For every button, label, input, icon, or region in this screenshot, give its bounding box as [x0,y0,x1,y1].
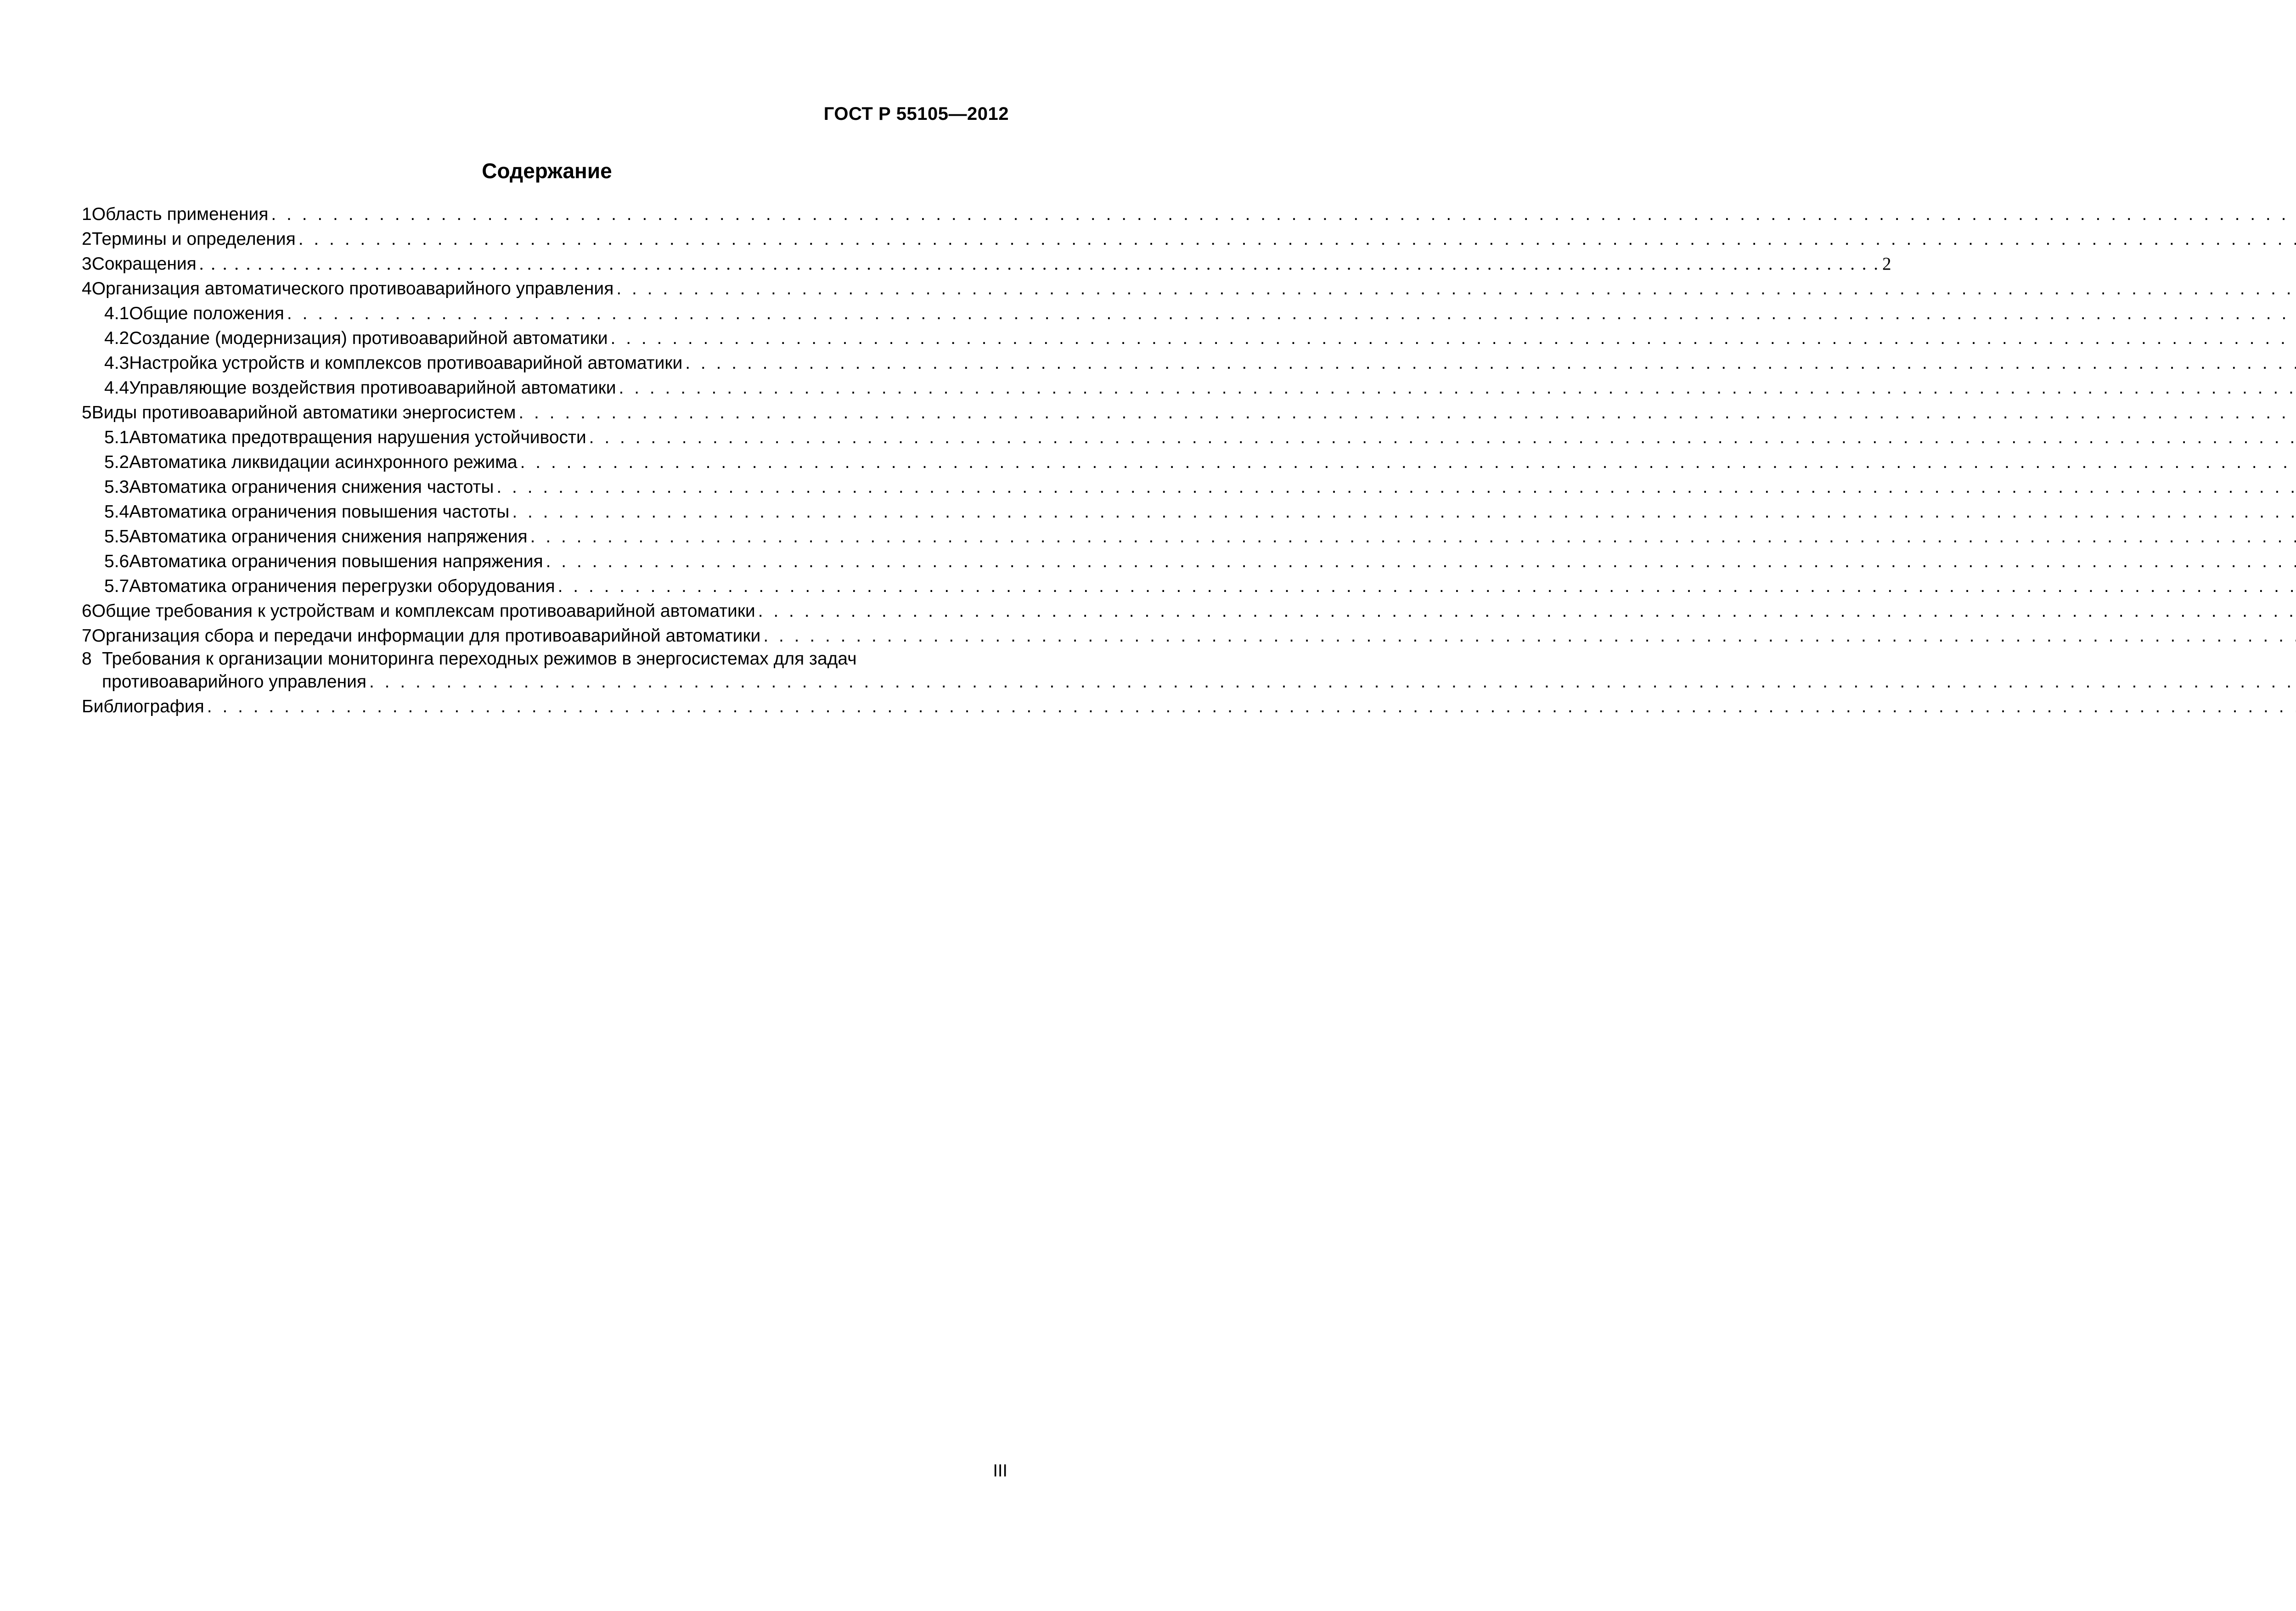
toc-entry-7[interactable] [82,624,1008,648]
toc-dot-leader [287,301,2296,326]
toc-entry-number: 5.2 [104,452,129,472]
toc-entry-number: 4.4 [104,378,129,398]
toc-entry-label: Создание (модернизация) противоаварийной автоматики [129,328,608,348]
toc-entry-5-6[interactable] [82,549,1008,574]
toc-dot-leader [589,425,2296,450]
toc-entry-1[interactable] [82,202,1008,227]
toc-entry-first-line [82,648,1008,670]
toc-entry-number: 4.1 [104,304,129,323]
toc-dot-leader [512,500,2296,524]
toc-dot-leader [758,599,2296,624]
toc-entry-label: Автоматика предотвращения нарушения устойчивости [129,428,586,447]
toc-entry-label: Автоматика ограничения перегрузки оборудования [129,576,555,596]
toc-entry-label: Виды противоаварийной автоматики энергосистем [91,403,516,422]
toc-entry-5-1[interactable] [82,425,1008,450]
toc-entry-number: 1 [82,204,92,224]
toc-dot-leader [369,670,2296,694]
toc-dot-leader [763,624,2296,648]
toc-dot-leader [685,351,2296,376]
document-code-header: ГОСТ Р 55105—2012 [823,104,1009,124]
toc-entry-label: Сокращения [91,254,197,274]
toc-dot-leader [619,376,2296,400]
toc-entry-4-4[interactable] [82,376,1008,400]
toc-entry-4-2[interactable] [82,326,1008,351]
page-number: III [993,1461,1007,1481]
toc-entry-label-line1: Требования к организации мониторинга переходных режимов в энергосистемах для задач [102,649,857,669]
toc-entry-number: 5 [82,403,92,422]
toc-dot-leader [271,202,2296,227]
toc-entry-number: 5.5 [104,527,129,546]
toc-dot-leader [530,524,2296,549]
toc-dot-leader [298,227,2296,252]
toc-entry-label: Общие положения [129,304,284,323]
toc-entry-bibliography[interactable] [82,694,1008,719]
toc-dot-leader [616,276,2296,301]
toc-dot-leader [199,252,1880,276]
toc-dot-leader [546,549,2296,574]
toc-entry-4-1[interactable] [82,301,1008,326]
toc-entry-label: Организация автоматического противоаварийного управления [91,279,614,299]
toc-entry-label-line2: противоаварийного управления [102,672,367,692]
toc-entry-8[interactable] [82,648,1008,694]
toc-entry-5-5[interactable] [82,524,1008,549]
toc-entry-number: 4.2 [104,328,129,348]
toc-entry-number: 5.4 [104,502,129,522]
toc-entry-label: Общие требования к устройствам и комплексам противоаварийной автоматики [91,601,755,621]
toc-entry-label: Автоматика ограничения снижения напряжения [129,527,528,546]
toc-entry-number: 7 [82,626,92,646]
toc-entry-number: 5.7 [104,576,129,596]
toc-entry-5[interactable] [82,400,1008,425]
toc-entry-5-2[interactable] [82,450,1008,475]
toc-entry-number: 2 [82,229,92,249]
toc-entry-label: Область применения [91,204,269,224]
toc-dot-leader [496,475,2296,500]
toc-entry-6[interactable] [82,599,1008,624]
toc-entry-label: Библиография [82,697,204,716]
toc-entry-label: Автоматика ограничения снижения частоты [129,477,494,497]
toc-dot-leader [518,400,2296,425]
toc-entry-label: Организация сбора и передачи информации для противоаварийной автоматики [91,626,761,646]
toc-entry-5-7[interactable] [82,574,1008,599]
toc-title: Содержание [482,159,612,183]
toc-entry-3[interactable] [82,252,1891,276]
toc-entry-label: Термины и определения [91,229,296,249]
toc-entry-label: Настройка устройств и комплексов противоаварийной автоматики [129,353,683,373]
toc-entry-2[interactable] [82,227,1008,252]
toc-entry-number: 5.6 [104,552,129,571]
toc-entry-number: 3 [82,254,92,274]
toc-dot-leader [520,450,2296,475]
toc-entry-page: 2 [1882,254,1891,274]
toc-entry-number: 6 [82,601,92,621]
toc-entry-label: Автоматика ограничения повышения частоты [129,502,510,522]
toc-entry-5-4[interactable] [82,500,1008,524]
toc-dot-leader [558,574,2296,599]
toc-entry-number: 5.3 [104,477,129,497]
toc-dot-leader [207,694,2296,719]
toc-entry-5-3[interactable] [82,475,1008,500]
toc-entry-label: Управляющие воздействия противоаварийной автоматики [129,378,616,398]
toc-entry-label: Автоматика ограничения повышения напряжения [129,552,543,571]
toc-dot-leader [611,326,2296,351]
toc-entry-4-3[interactable] [82,351,1008,376]
toc-entry-4[interactable] [82,276,1008,301]
table-of-contents [82,202,1891,719]
toc-entry-label: Автоматика ликвидации асинхронного режима [129,452,518,472]
toc-entry-number: 4.3 [104,353,129,373]
toc-entry-continuation [82,670,1008,694]
toc-entry-number: 8 [82,649,92,669]
toc-entry-number: 4 [82,279,92,299]
toc-entry-number: 5.1 [104,428,129,447]
